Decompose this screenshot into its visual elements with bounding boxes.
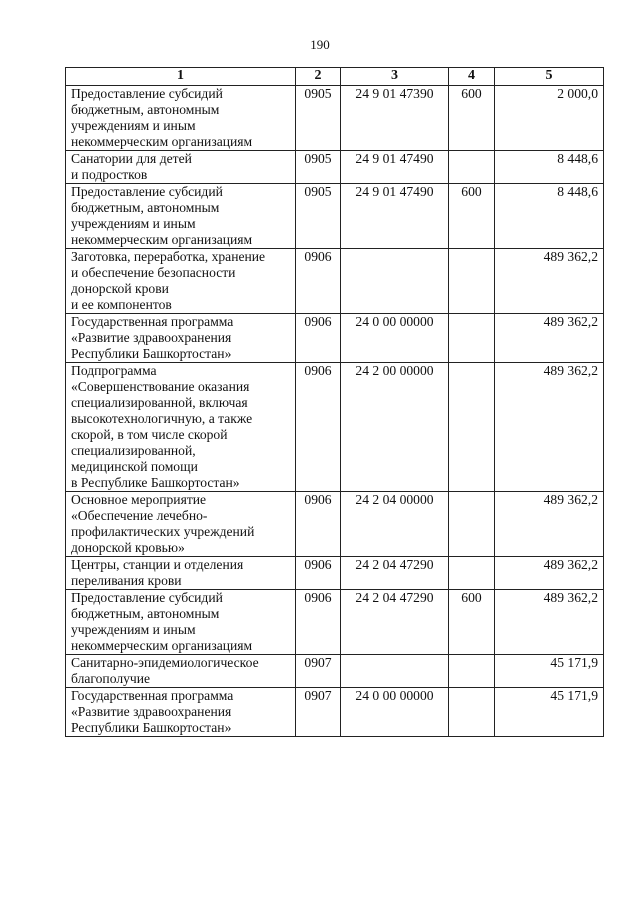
row-amount: 489 362,2 [495, 557, 604, 590]
row-amount: 489 362,2 [495, 314, 604, 363]
header-col-name: 1 [66, 68, 296, 86]
row-name-line: благополучие [71, 671, 151, 686]
row-amount: 489 362,2 [495, 249, 604, 314]
row-name [66, 655, 296, 688]
table-row [66, 688, 604, 737]
row-name-line: бюджетным, автономным [71, 102, 220, 117]
row-type: 600 [449, 86, 495, 151]
row-name-line: Республики Башкортостан» [71, 720, 232, 735]
row-type [449, 492, 495, 557]
row-section: 0906 [296, 492, 341, 557]
row-section: 0906 [296, 314, 341, 363]
row-name-line: переливания крови [71, 573, 182, 588]
row-name-line: Предоставление субсидий [71, 86, 223, 101]
row-name-line: Санитарно-эпидемиологическое [71, 655, 259, 670]
row-name-line: учреждениям и иным [71, 118, 196, 133]
row-type [449, 151, 495, 184]
row-section: 0905 [296, 86, 341, 151]
row-name [66, 151, 296, 184]
row-code: 24 9 01 47390 [341, 86, 449, 151]
row-code: 24 9 01 47490 [341, 184, 449, 249]
row-name [66, 314, 296, 363]
row-type [449, 557, 495, 590]
row-section: 0907 [296, 655, 341, 688]
row-name [66, 557, 296, 590]
row-name-line: Центры, станции и отделения [71, 557, 244, 572]
row-name-line: «Развитие здравоохранения [71, 330, 232, 345]
row-name-line: бюджетным, автономным [71, 200, 220, 215]
row-name-line: Предоставление субсидий [71, 184, 223, 199]
row-name-line: Основное мероприятие [71, 492, 207, 507]
row-name-line: в Республике Башкортостан» [71, 475, 240, 490]
row-name [66, 590, 296, 655]
table-row [66, 314, 604, 363]
row-name-line: учреждениям и иным [71, 622, 196, 637]
table-row [66, 363, 604, 492]
row-section: 0906 [296, 557, 341, 590]
row-type [449, 655, 495, 688]
row-name-line: специализированной, включая [71, 395, 248, 410]
row-type [449, 314, 495, 363]
row-name-line: специализированной, [71, 443, 196, 458]
row-name-line: Санатории для детей [71, 151, 192, 166]
row-name-line: Подпрограмма [71, 363, 157, 378]
row-name-line: Государственная программа [71, 314, 234, 329]
row-name [66, 688, 296, 737]
row-name [66, 363, 296, 492]
row-section: 0906 [296, 249, 341, 314]
row-name-line: бюджетным, автономным [71, 606, 220, 621]
row-name-line: Заготовка, переработка, хранение [71, 249, 266, 264]
row-code: 24 9 01 47490 [341, 151, 449, 184]
row-name-line: донорской крови [71, 281, 169, 296]
row-name-line: учреждениям и иным [71, 216, 196, 231]
row-amount: 45 171,9 [495, 688, 604, 737]
row-amount: 489 362,2 [495, 590, 604, 655]
row-name-line: «Обеспечение лечебно- [71, 508, 208, 523]
row-type [449, 363, 495, 492]
row-section: 0906 [296, 590, 341, 655]
row-type [449, 688, 495, 737]
row-name-line: Республики Башкортостан» [71, 346, 232, 361]
row-type [449, 249, 495, 314]
row-code [341, 249, 449, 314]
header-col-code: 3 [341, 68, 449, 86]
row-name-line: «Развитие здравоохранения [71, 704, 232, 719]
row-amount: 45 171,9 [495, 655, 604, 688]
table-row [66, 151, 604, 184]
table-body [66, 86, 604, 737]
row-name-line: и ее компонентов [71, 297, 172, 312]
row-type: 600 [449, 590, 495, 655]
row-code: 24 2 04 00000 [341, 492, 449, 557]
row-name-line: и подростков [71, 167, 148, 182]
header-col-section: 2 [296, 68, 341, 86]
row-name [66, 86, 296, 151]
row-code [341, 655, 449, 688]
row-amount: 8 448,6 [495, 184, 604, 249]
row-code: 24 2 04 47290 [341, 557, 449, 590]
row-name-line: профилактических учреждений [71, 524, 255, 539]
table-row [66, 492, 604, 557]
table-row [66, 249, 604, 314]
row-name-line: медицинской помощи [71, 459, 198, 474]
row-code: 24 0 00 00000 [341, 688, 449, 737]
header-col-type: 4 [449, 68, 495, 86]
row-section: 0905 [296, 184, 341, 249]
row-name-line: «Совершенствование оказания [71, 379, 250, 394]
page-number: 190 [310, 37, 330, 52]
row-name-line: некоммерческим организациям [71, 134, 253, 149]
row-amount: 489 362,2 [495, 492, 604, 557]
row-code: 24 0 00 00000 [341, 314, 449, 363]
row-name-line: донорской кровью» [71, 540, 185, 555]
budget-table [65, 67, 604, 737]
row-name [66, 184, 296, 249]
row-name [66, 492, 296, 557]
row-section: 0907 [296, 688, 341, 737]
row-amount: 8 448,6 [495, 151, 604, 184]
row-name-line: Государственная программа [71, 688, 234, 703]
header-col-amount: 5 [495, 68, 604, 86]
row-name-line: некоммерческим организациям [71, 638, 253, 653]
row-name-line: Предоставление субсидий [71, 590, 223, 605]
table-row [66, 86, 604, 151]
table-row [66, 184, 604, 249]
row-amount: 489 362,2 [495, 363, 604, 492]
row-name-line: некоммерческим организациям [71, 232, 253, 247]
row-section: 0906 [296, 363, 341, 492]
row-name-line: и обеспечение безопасности [71, 265, 236, 280]
table-row [66, 590, 604, 655]
table-row [66, 655, 604, 688]
row-section: 0905 [296, 151, 341, 184]
row-name-line: высокотехнологичную, а также [71, 411, 253, 426]
header-row [66, 68, 604, 86]
row-name [66, 249, 296, 314]
table-row [66, 557, 604, 590]
row-code: 24 2 04 47290 [341, 590, 449, 655]
row-code: 24 2 00 00000 [341, 363, 449, 492]
row-amount: 2 000,0 [495, 86, 604, 151]
row-type: 600 [449, 184, 495, 249]
row-name-line: скорой, в том числе скорой [71, 427, 228, 442]
